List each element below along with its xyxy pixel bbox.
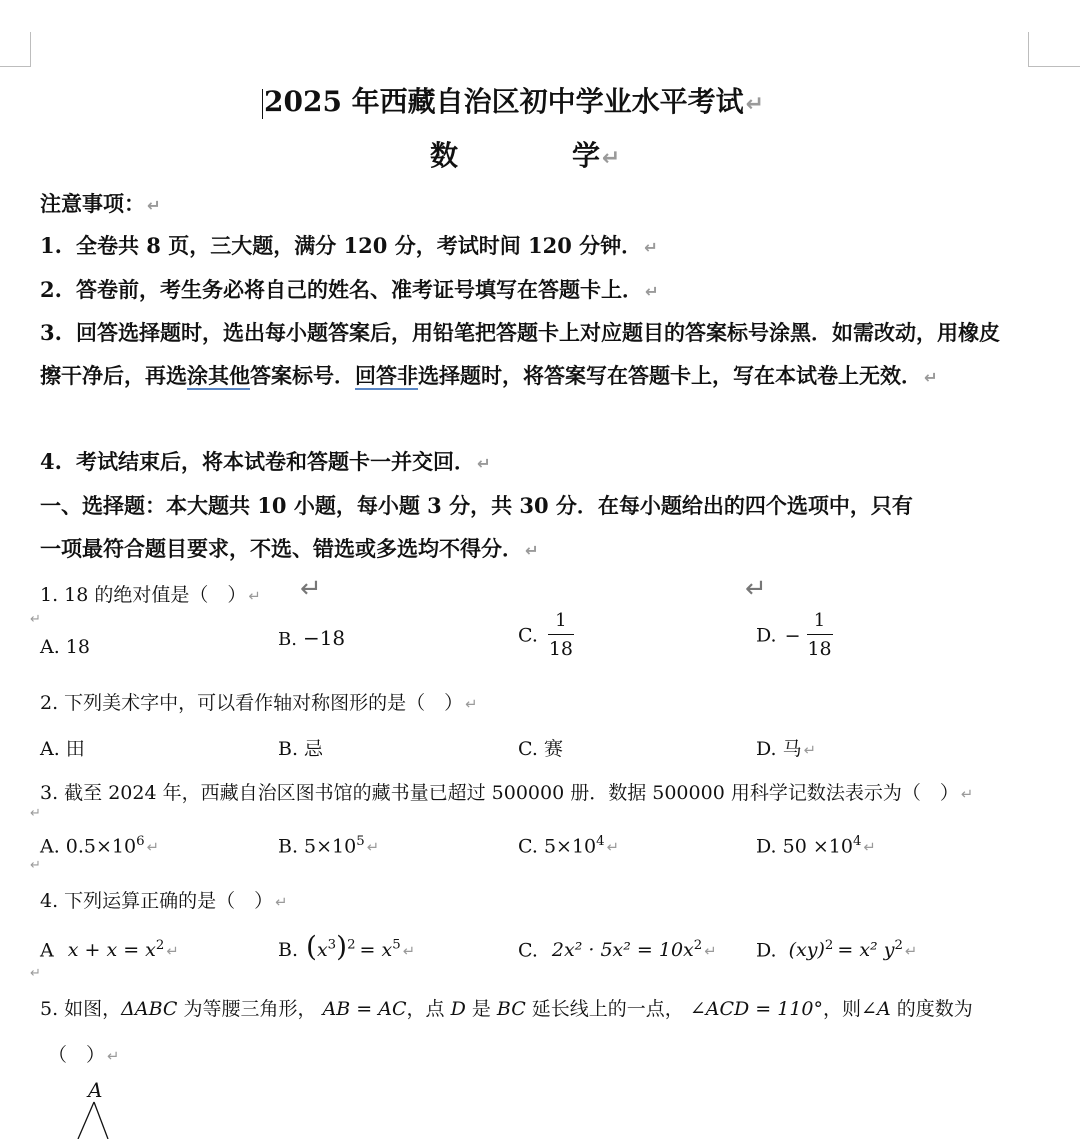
return-mark-icon: ↵	[147, 196, 161, 215]
return-mark-icon: ↵	[146, 839, 160, 857]
return-mark-icon: ↵	[300, 574, 322, 604]
grammar-underline: 涂其他	[187, 363, 250, 388]
document-title: 2025 年西藏自治区初中学业水平考试↵	[264, 85, 764, 118]
return-mark-icon: ↵	[477, 454, 491, 473]
note-item-1: 1. 全卷共 8 页，三大题，满分 120 分，考试时间 120 分钟． ↵	[40, 233, 658, 258]
note-item-4: 4. 考试结束后，将本试卷和答题卡一并交回． ↵	[40, 449, 491, 474]
grammar-underline: 回答非	[355, 363, 418, 388]
text-cursor	[262, 89, 263, 119]
return-mark-icon: ↵	[30, 806, 41, 821]
return-mark-icon: ↵	[863, 839, 876, 857]
figure-label-a: A	[88, 1078, 103, 1102]
question-3-option-b: B. $5\times 10^5$ ↵	[278, 834, 380, 858]
return-mark-icon: ↵	[30, 612, 41, 627]
return-mark-icon: ↵	[166, 943, 179, 961]
return-mark-icon: ↵	[30, 858, 41, 873]
question-5-stem: 5. 如图，ΔABC 为等腰三角形， AB = AC，点 D 是 BC 延长线上的一点， ∠ACD = 110°，则∠A 的度数为	[40, 998, 973, 1020]
question-2-option-a: A. 田	[40, 738, 85, 760]
return-mark-icon: ↵	[704, 943, 717, 961]
return-mark-icon: ↵	[30, 966, 41, 981]
return-mark-icon: ↵	[803, 742, 817, 759]
return-mark-icon: ↵	[924, 368, 938, 387]
return-mark-icon: ↵	[745, 92, 764, 117]
note-item-2: 2. 答卷前，考生务必将自己的姓名、准考证号填写在答题卡上． ↵	[40, 277, 659, 302]
question-3-option-d: D. $50 \times 10^4$ ↵	[756, 834, 876, 858]
return-mark-icon: ↵	[248, 588, 261, 605]
question-4-stem: 4. 下列运算正确的是（ ） ↵	[40, 890, 288, 912]
return-mark-icon: ↵	[275, 894, 288, 911]
return-mark-icon: ↵	[644, 238, 658, 257]
return-mark-icon: ↵	[402, 943, 416, 960]
question-3-stem: 3. 截至 2024 年，西藏自治区图书馆的藏书量已超过 500000 册．数据 500000 用科学记数法表示为（ ） ↵	[40, 782, 974, 804]
question-3-option-a: A. $0.5\times 10^6$ ↵	[40, 834, 160, 858]
return-mark-icon: ↵	[606, 839, 620, 857]
question-4-option-c: C. $2x^2 \cdot 5x^2 = 10x^2$ ↵	[518, 938, 717, 962]
return-mark-icon: ↵	[107, 1048, 120, 1065]
question-1-stem: 1. 18 的绝对值是（ ） ↵	[40, 584, 261, 606]
question-4-option-d: D. (xy)$^2$ = x² $y^2$ ↵	[756, 938, 918, 962]
question-4-option-b: B. $(x^3)^2 = x^5$ ↵	[278, 930, 416, 963]
return-mark-icon: ↵	[602, 146, 621, 171]
question-3-option-c: C. $5\times 10^4$ ↵	[518, 834, 620, 858]
return-mark-icon: ↵	[525, 541, 539, 560]
page-corner-top-right	[1028, 32, 1080, 67]
question-4-option-a: A $x + x = x^2$ ↵	[40, 938, 179, 962]
question-2-option-b: B. 忌	[278, 738, 324, 760]
question-1-option-c: C. $\frac{1}{18}$	[518, 610, 573, 660]
return-mark-icon: ↵	[904, 943, 918, 961]
note-item-3: 3. 回答选择题时，选出每小题答案后，用铅笔把答题卡上对应题目的答案标号涂黑．如需改动，用橡皮擦干净后，再选涂其他答案标号．回答非选择题时，将答案写在答题卡上，写在本试卷上无效． ↵	[40, 320, 1000, 388]
question-5-stem-line2: （ ） ↵	[48, 1044, 120, 1066]
question-1-option-b: B. −18	[278, 626, 346, 650]
return-mark-icon: ↵	[745, 574, 767, 604]
question-1-option-d: D. − $\frac{1}{18}$	[756, 610, 832, 660]
question-2-stem: 2. 下列美术字中，可以看作轴对称图形的是（ ） ↵	[40, 692, 478, 714]
return-mark-icon: ↵	[465, 696, 478, 713]
document-subtitle: 数 学↵	[430, 139, 621, 172]
return-mark-icon: ↵	[960, 786, 974, 803]
question-2-option-d: D. 马 ↵	[756, 738, 817, 760]
question-1-option-a: A. 18	[40, 636, 90, 658]
notes-heading: 注意事项： ↵	[40, 191, 161, 216]
return-mark-icon: ↵	[645, 282, 659, 301]
return-mark-icon: ↵	[366, 839, 380, 857]
triangle-figure	[70, 1098, 130, 1139]
page-corner-top-left	[0, 32, 31, 67]
question-2-option-c: C. 赛	[518, 738, 563, 760]
section-heading: 一、选择题：本大题共 10 小题，每小题 3 分，共 30 分．在每小题给出的四个选项中，只有 一项最符合题目要求，不选、错选或多选均不得分． ↵	[40, 493, 913, 561]
